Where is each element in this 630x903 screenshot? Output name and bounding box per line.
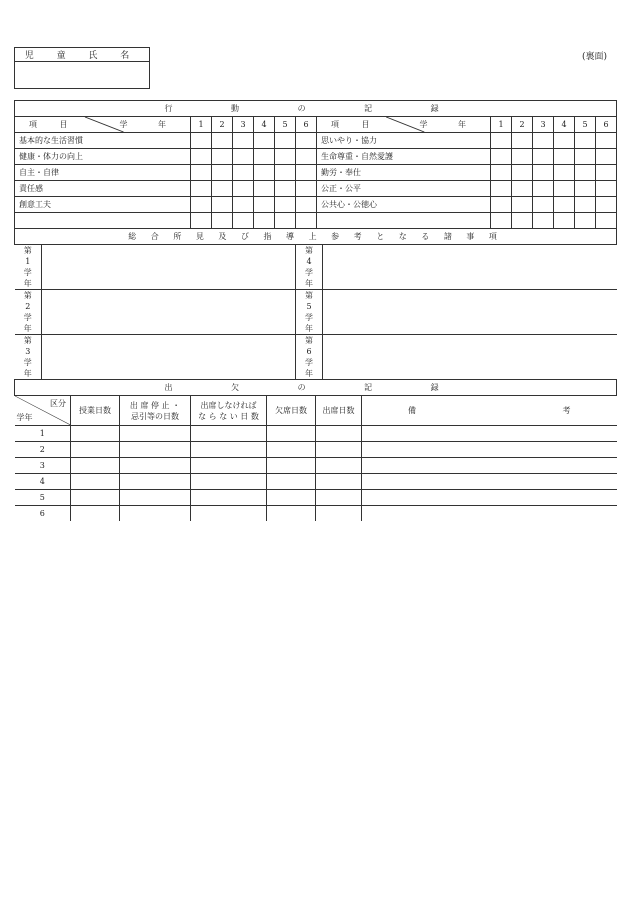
grade-1-observations[interactable] [42, 245, 296, 290]
grade-5-observations[interactable] [323, 290, 617, 335]
behavior-cell[interactable] [233, 149, 254, 165]
attendance-cell[interactable] [267, 442, 316, 458]
behavior-cell[interactable] [233, 133, 254, 149]
attendance-corner [15, 396, 71, 426]
attendance-cell[interactable] [191, 474, 267, 490]
behavior-item-right: 思いやり・協力 [317, 133, 491, 149]
behavior-cell[interactable] [275, 165, 296, 181]
observations-grid [15, 245, 617, 379]
grade-col-5: 5 [275, 117, 296, 133]
corner-top-label: 区分 [50, 399, 66, 408]
behavior-cell[interactable] [254, 165, 275, 181]
behavior-cell[interactable] [512, 213, 533, 229]
behavior-cell[interactable] [275, 133, 296, 149]
behavior-cell[interactable] [254, 197, 275, 213]
behavior-cell[interactable] [512, 149, 533, 165]
behavior-cell[interactable] [191, 133, 212, 149]
behavior-cell[interactable] [575, 165, 596, 181]
behavior-cell[interactable] [491, 165, 512, 181]
attendance-cell[interactable] [316, 442, 362, 458]
behavior-cell[interactable] [191, 197, 212, 213]
behavior-cell[interactable] [533, 149, 554, 165]
grade-col-1: 1 [191, 117, 212, 133]
attendance-cell[interactable] [71, 458, 120, 474]
attendance-remarks[interactable] [362, 426, 617, 442]
behavior-row [15, 181, 617, 197]
attendance-cell[interactable] [120, 474, 191, 490]
grade-2-observations[interactable] [42, 290, 296, 335]
attendance-cell[interactable] [71, 474, 120, 490]
item-header-label: 項 目 [29, 120, 78, 129]
behavior-cell[interactable] [296, 197, 317, 213]
grade-col-3: 3 [233, 117, 254, 133]
grade-col-2: 2 [212, 117, 233, 133]
behavior-cell[interactable] [533, 165, 554, 181]
student-name-label: 児 童 氏 名 [15, 48, 150, 62]
attendance-row [15, 506, 617, 522]
attendance-cell[interactable] [71, 506, 120, 522]
behavior-cell[interactable] [554, 197, 575, 213]
behavior-cell[interactable] [512, 181, 533, 197]
behavior-cell[interactable] [491, 181, 512, 197]
behavior-item-right-blank[interactable] [317, 213, 491, 229]
behavior-cell[interactable] [191, 181, 212, 197]
behavior-cell[interactable] [554, 213, 575, 229]
observations-title: 総 合 所 見 及 び 指 導 上 参 考 と な る 諸 事 項 [15, 229, 617, 245]
attendance-grade: 5 [15, 490, 71, 506]
grade-col-6: 6 [296, 117, 317, 133]
behavior-cell[interactable] [275, 181, 296, 197]
remarks-label-2: 考 [562, 406, 571, 415]
grade-1-label: 第 1 学 年 [15, 245, 42, 290]
grade-col-2: 2 [512, 117, 533, 133]
behavior-item-left: 健康・体力の向上 [15, 149, 191, 165]
grade-4-observations[interactable] [323, 245, 617, 290]
behavior-cell[interactable] [233, 165, 254, 181]
attendance-cell[interactable] [120, 490, 191, 506]
behavior-cell[interactable] [296, 133, 317, 149]
attendance-cell[interactable] [71, 426, 120, 442]
item-grade-header-left [15, 117, 191, 133]
col-absent-days: 欠席日数 [267, 396, 316, 426]
behavior-cell[interactable] [233, 213, 254, 229]
grade-3-observations[interactable] [42, 335, 296, 380]
attendance-remarks[interactable] [362, 442, 617, 458]
behavior-cell[interactable] [575, 133, 596, 149]
remarks-label-1: 備 [408, 406, 416, 415]
record-form [14, 100, 617, 521]
attendance-cell[interactable] [316, 474, 362, 490]
behavior-row-blank [15, 213, 617, 229]
behavior-cell[interactable] [596, 149, 617, 165]
grade-6-observations[interactable] [323, 335, 617, 380]
behavior-cell[interactable] [491, 149, 512, 165]
behavior-cell[interactable] [212, 133, 233, 149]
attendance-cell[interactable] [191, 442, 267, 458]
behavior-cell[interactable] [554, 181, 575, 197]
behavior-cell[interactable] [212, 197, 233, 213]
behavior-cell[interactable] [533, 133, 554, 149]
grade-col-6: 6 [596, 117, 617, 133]
behavior-cell[interactable] [296, 213, 317, 229]
attendance-grade: 1 [15, 426, 71, 442]
attendance-grade: 4 [15, 474, 71, 490]
behavior-title: 行 動 の 記 録 [15, 101, 617, 117]
grade-2-label: 第 2 学 年 [15, 290, 42, 335]
attendance-row [15, 426, 617, 442]
grade-3-label: 第 3 学 年 [15, 335, 42, 380]
attendance-grade: 2 [15, 442, 71, 458]
col-required-days: 出席しなければ な ら な い 日 数 [191, 396, 267, 426]
behavior-cell[interactable] [575, 181, 596, 197]
behavior-cell[interactable] [275, 213, 296, 229]
item-grade-header-right [317, 117, 491, 133]
behavior-cell[interactable] [191, 213, 212, 229]
attendance-cell[interactable] [120, 506, 191, 522]
reverse-side-label: (裏面) [582, 52, 608, 62]
behavior-cell[interactable] [296, 165, 317, 181]
attendance-cell[interactable] [120, 458, 191, 474]
behavior-cell[interactable] [212, 165, 233, 181]
attendance-grade: 3 [15, 458, 71, 474]
attendance-title: 出 欠 の 記 録 [15, 380, 617, 396]
behavior-cell[interactable] [554, 165, 575, 181]
behavior-cell[interactable] [491, 197, 512, 213]
behavior-cell[interactable] [533, 197, 554, 213]
behavior-row [15, 149, 617, 165]
behavior-cell[interactable] [212, 213, 233, 229]
student-name-box [14, 47, 150, 89]
behavior-cell[interactable] [533, 181, 554, 197]
behavior-cell[interactable] [512, 197, 533, 213]
behavior-cell[interactable] [575, 213, 596, 229]
attendance-cell[interactable] [120, 426, 191, 442]
behavior-item-left: 責任感 [15, 181, 191, 197]
behavior-header-row [15, 117, 617, 133]
attendance-cell[interactable] [71, 442, 120, 458]
attendance-remarks[interactable] [362, 458, 617, 474]
behavior-item-right: 勤労・奉仕 [317, 165, 491, 181]
attendance-row [15, 458, 617, 474]
behavior-item-right: 生命尊重・自然愛護 [317, 149, 491, 165]
behavior-item-left-blank[interactable] [15, 213, 191, 229]
behavior-cell[interactable] [296, 181, 317, 197]
behavior-cell[interactable] [491, 213, 512, 229]
attendance-cell[interactable] [267, 506, 316, 522]
behavior-cell[interactable] [575, 197, 596, 213]
grade-4-label: 第 4 学 年 [296, 245, 323, 290]
item-header-label: 項 目 [331, 120, 380, 129]
attendance-cell[interactable] [191, 426, 267, 442]
behavior-cell[interactable] [491, 133, 512, 149]
grade-5-label: 第 5 学 年 [296, 290, 323, 335]
attendance-remarks[interactable] [362, 506, 617, 522]
attendance-row [15, 490, 617, 506]
attendance-cell[interactable] [316, 426, 362, 442]
behavior-cell[interactable] [233, 181, 254, 197]
behavior-cell[interactable] [275, 197, 296, 213]
attendance-cell[interactable] [267, 458, 316, 474]
behavior-cell[interactable] [254, 213, 275, 229]
col-present-days: 出席日数 [316, 396, 362, 426]
attendance-remarks[interactable] [362, 474, 617, 490]
behavior-cell[interactable] [191, 149, 212, 165]
behavior-cell[interactable] [254, 149, 275, 165]
behavior-cell[interactable] [254, 133, 275, 149]
attendance-remarks[interactable] [362, 490, 617, 506]
col-class-days: 授業日数 [71, 396, 120, 426]
behavior-cell[interactable] [596, 197, 617, 213]
grade-col-1: 1 [491, 117, 512, 133]
col-suspension-days: 出 席 停 止 ・ 忌引等の日数 [120, 396, 191, 426]
attendance-cell[interactable] [316, 490, 362, 506]
behavior-cell[interactable] [533, 213, 554, 229]
behavior-cell[interactable] [554, 133, 575, 149]
attendance-cell[interactable] [316, 458, 362, 474]
behavior-cell[interactable] [596, 165, 617, 181]
grade-col-4: 4 [254, 117, 275, 133]
attendance-cell[interactable] [267, 474, 316, 490]
behavior-cell[interactable] [296, 149, 317, 165]
attendance-table [15, 396, 617, 521]
student-name-field[interactable] [15, 62, 150, 89]
behavior-row [15, 133, 617, 149]
behavior-cell[interactable] [575, 149, 596, 165]
grade-col-5: 5 [575, 117, 596, 133]
grade-col-4: 4 [554, 117, 575, 133]
attendance-row [15, 442, 617, 458]
grade-header-label: 学 年 [119, 120, 180, 129]
behavior-cell[interactable] [596, 133, 617, 149]
grade-col-3: 3 [533, 117, 554, 133]
attendance-cell[interactable] [267, 426, 316, 442]
behavior-item-left: 自主・自律 [15, 165, 191, 181]
behavior-item-right: 公正・公平 [317, 181, 491, 197]
behavior-cell[interactable] [512, 165, 533, 181]
behavior-cell[interactable] [596, 213, 617, 229]
behavior-cell[interactable] [596, 181, 617, 197]
attendance-cell[interactable] [71, 490, 120, 506]
attendance-cell[interactable] [191, 458, 267, 474]
behavior-row [15, 165, 617, 181]
behavior-cell[interactable] [233, 197, 254, 213]
attendance-cell[interactable] [316, 506, 362, 522]
behavior-item-left: 創意工夫 [15, 197, 191, 213]
behavior-cell[interactable] [554, 149, 575, 165]
attendance-cell[interactable] [191, 506, 267, 522]
attendance-grade: 6 [15, 506, 71, 522]
behavior-cell[interactable] [275, 149, 296, 165]
corner-bottom-label: 学年 [16, 413, 33, 422]
behavior-item-left: 基本的な生活習慣 [15, 133, 191, 149]
attendance-row [15, 474, 617, 490]
behavior-cell[interactable] [254, 181, 275, 197]
behavior-cell[interactable] [512, 133, 533, 149]
attendance-cell[interactable] [120, 442, 191, 458]
behavior-cell[interactable] [212, 149, 233, 165]
behavior-cell[interactable] [191, 165, 212, 181]
attendance-cell[interactable] [267, 490, 316, 506]
attendance-cell[interactable] [191, 490, 267, 506]
grade-6-label: 第 6 学 年 [296, 335, 323, 380]
grade-header-label: 学 年 [419, 120, 480, 129]
behavior-item-right: 公共心・公徳心 [317, 197, 491, 213]
col-remarks [362, 396, 617, 426]
attendance-header-row [15, 396, 617, 426]
behavior-row [15, 197, 617, 213]
behavior-cell[interactable] [212, 181, 233, 197]
